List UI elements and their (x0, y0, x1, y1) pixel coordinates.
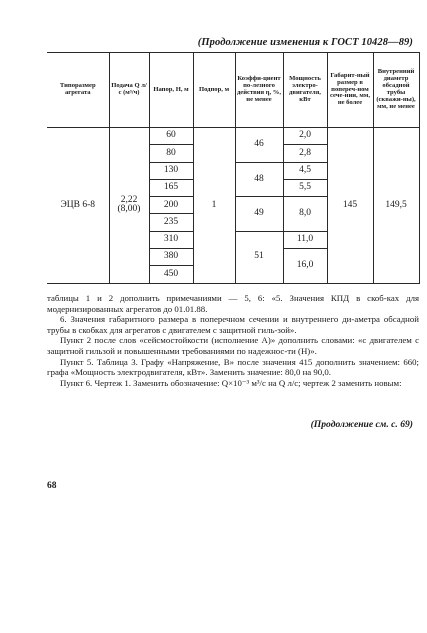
cell-efficiency: 49 (235, 197, 283, 232)
table-row (47, 128, 419, 145)
header-backpressure: Подпор, м (193, 53, 235, 128)
header-size: Габарит-ный размер в попереч-ном сече-нии, мм, не более (327, 53, 373, 128)
cell-flow (109, 128, 149, 284)
cell-power: 2,0 (283, 128, 327, 145)
header-power: Мощность электро-двигателя, кВт (283, 53, 327, 128)
cell-head: 310 (149, 231, 193, 248)
cell-power: 11,0 (283, 231, 327, 248)
cell-head: 80 (149, 145, 193, 162)
spec-table (47, 52, 420, 284)
cell-head: 60 (149, 128, 193, 145)
paragraph: Пункт 2 после слов «сейсмостойкости (исполнение А)» дополнить словами: «с двигателем с защитной гильзой и повышенными требованиями по надежнос-ти (Н)». (47, 335, 419, 356)
paragraph: 6. Значения габаритного размера в поперечном сечении и внутреннего ди-аметра обсадной трубы в скобках для агрегатов с двигателем с защитной гиль-зой». (47, 314, 419, 335)
cell-head: 450 (149, 266, 193, 283)
header-head: Напор, H, м (149, 53, 193, 128)
table-header-row (47, 53, 419, 128)
page-number: 68 (47, 481, 57, 491)
cell-head: 165 (149, 179, 193, 196)
cell-power: 8,0 (283, 197, 327, 232)
paragraph: таблицы 1 и 2 дополнить примечаниями — 5, 6: «5. Значения КПД в скоб-ках для модернизированных агрегатов до 01.01.88. (47, 293, 419, 314)
cell-efficiency: 51 (235, 231, 283, 283)
cell-power: 4,5 (283, 162, 327, 179)
cell-head: 235 (149, 214, 193, 231)
paragraph: Пункт 5. Таблица 3. Графу «Напряжение, В» после значения 415 дополнить значением: 660; графа «Мощность электродвигателя, кВт». Заменить значение: 80,0 на 90,0. (47, 356, 419, 378)
cell-casing: 149,5 (373, 128, 419, 284)
continuation-note: (Продолжение см. с. 69) (310, 419, 413, 430)
cell-head: 130 (149, 162, 193, 179)
cell-head: 380 (149, 249, 193, 266)
cell-model: ЭЦВ 6-8 (47, 128, 109, 284)
paragraph: Пункт 6. Чертеж 1. Заменить обозначение: Q×10⁻³ м³/с на Q л/с; чертеж 2 заменить новым: (60, 377, 402, 388)
header-flow: Подача Q л/с (м³/ч) (109, 53, 149, 128)
header-efficiency: Коэффи-циент по-лезного действия η, %, не менее (235, 53, 283, 128)
cell-efficiency: 46 (235, 128, 283, 163)
header-casing: Внутренний диаметр обсадной трубы (скважи-ны), мм, не менее (373, 53, 419, 128)
body-text (47, 293, 419, 388)
cell-size: 145 (327, 128, 373, 284)
cell-backpressure: 1 (193, 128, 235, 284)
cell-power: 5,5 (283, 179, 327, 196)
running-head: (Продолжение изменения к ГОСТ 10428—89) (197, 37, 413, 48)
flow-value: 2,22 (120, 194, 138, 205)
cell-power: 2,8 (283, 145, 327, 162)
header-model: Типоразмер агрегата (47, 53, 109, 128)
cell-efficiency: 48 (235, 162, 283, 197)
cell-head: 200 (149, 197, 193, 214)
flow-alt-value: (8,00) (117, 204, 141, 215)
cell-power: 16,0 (283, 249, 327, 284)
